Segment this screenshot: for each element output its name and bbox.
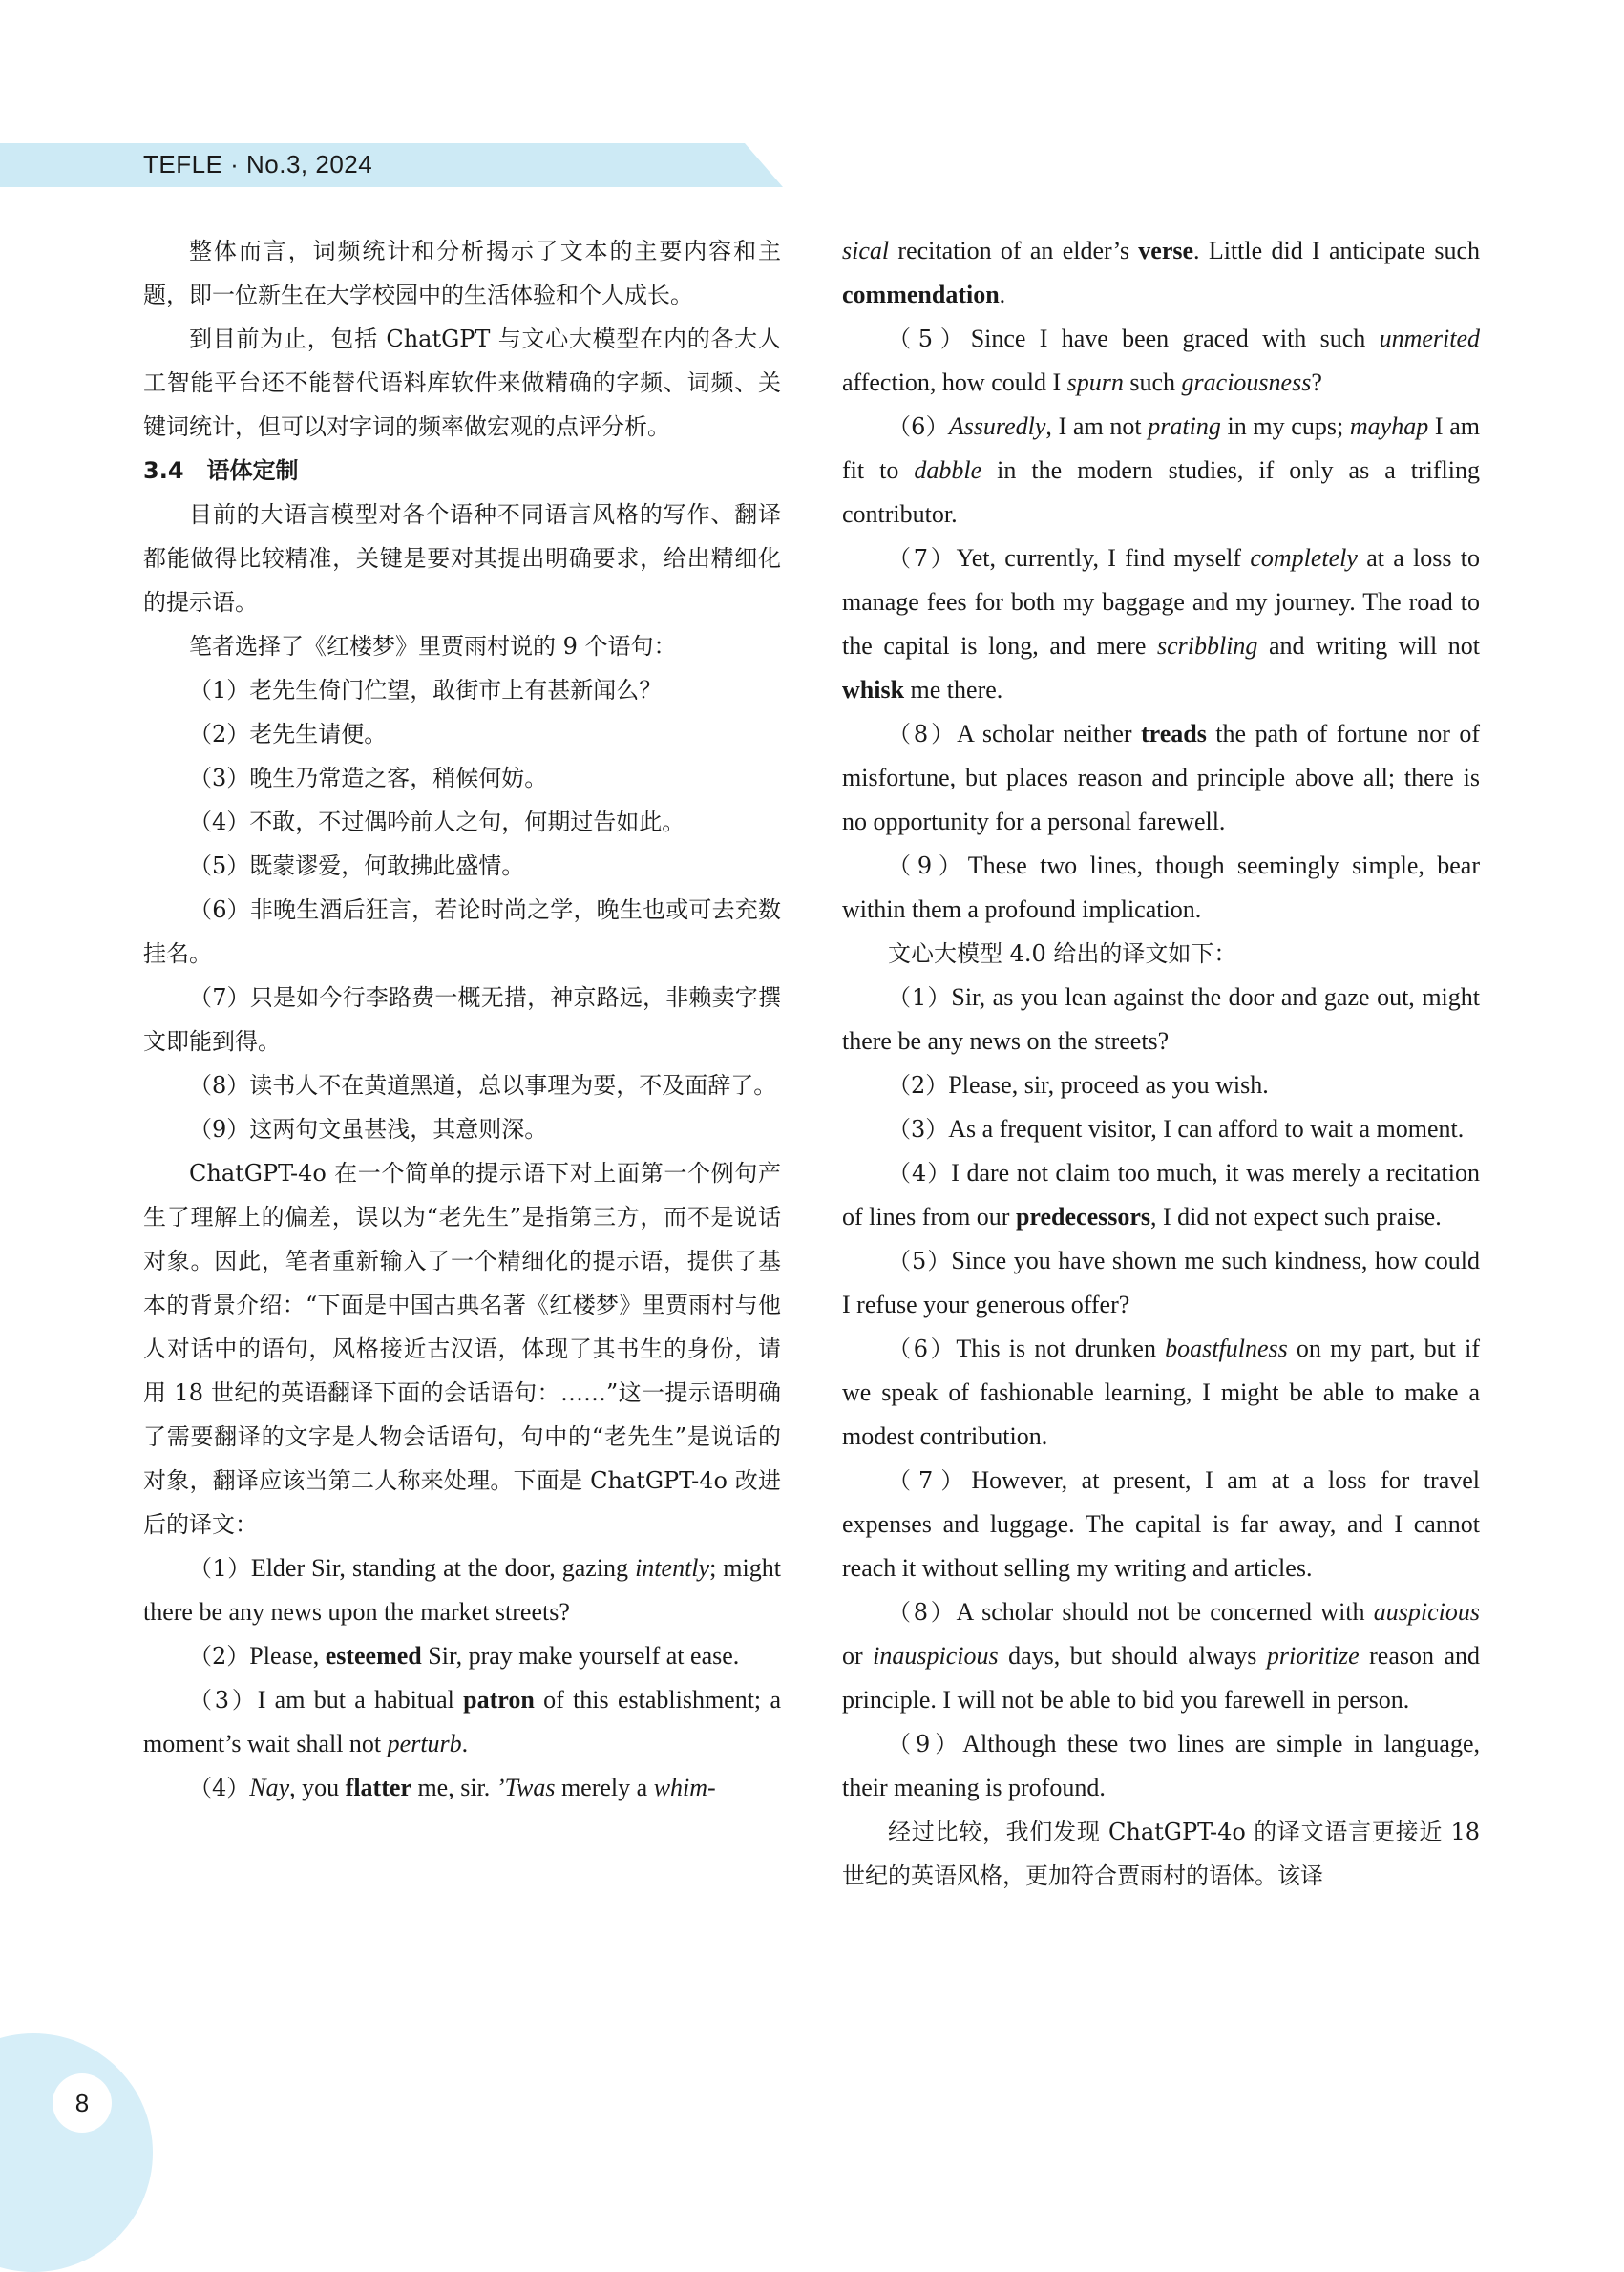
wenxin-translation: （2）Please, sir, proceed as you wish.: [888, 1071, 1269, 1099]
page-number: 8: [74, 2088, 90, 2117]
section-heading: 3.4 语体定制: [143, 457, 299, 484]
gpt-translation: （6）Assuredly, I am not prating in my cups; mayhap I am fit to dabble in the modern studies, if only as a trifling contributor.: [842, 412, 1480, 528]
gpt-translation: （1）Elder Sir, standing at the door, gazing intently; might there be any news upon the market streets?: [143, 1554, 781, 1626]
zh-sentence: （2）老先生请便。: [189, 721, 388, 747]
gpt-translation: （8）A scholar neither treads the path of fortune nor of misfortune, but places reason and principle above all; there is no opportunity for a personal farewell.: [842, 720, 1480, 835]
right-column: [842, 229, 1480, 1898]
paragraph: 文心大模型 4.0 给出的译文如下：: [888, 940, 1237, 967]
journal-header: TEFLE · No.3, 2024: [143, 150, 373, 179]
zh-sentence: （3）晚生乃常造之客，稍候何妨。: [189, 765, 548, 791]
wenxin-translation: （7）However, at present, I am at a loss for travel expenses and luggage. The capital is far away, and I cannot reach it without selling my writing and articles.: [842, 1466, 1480, 1582]
wenxin-translation: （6）This is not drunken boastfulness on my part, but if we speak of fashionable learning, I might be able to make a modest contribution.: [842, 1335, 1480, 1450]
left-column: [143, 229, 781, 1810]
paragraph: 整体而言，词频统计和分析揭示了文本的主要内容和主题，即一位新生在大学校园中的生活体验和个人成长。: [143, 238, 781, 308]
wenxin-translation: （9）Although these two lines are simple in language, their meaning is profound.: [842, 1730, 1480, 1801]
zh-sentence: （1）老先生倚门伫望，敢街市上有甚新闻么？: [189, 677, 663, 704]
zh-sentence: （7）只是如今行李路费一概无措，神京路远，非赖卖字撰文即能到得。: [143, 984, 781, 1055]
gpt-translation: （7）Yet, currently, I find myself completely at a loss to manage fees for both my baggage and my journey. The road to the capital is long, and mere scribbling and writing will not whisk me there.: [842, 544, 1480, 704]
zh-sentence: （4）不敢，不过偶吟前人之句，何期过告如此。: [189, 809, 685, 835]
wenxin-translation: （3）As a frequent visitor, I can afford to wait a moment.: [888, 1115, 1465, 1143]
paragraph: 目前的大语言模型对各个语种不同语言风格的写作、翻译都能做得比较精准，关键是要对其提出明确要求，给出精细化的提示语。: [143, 501, 781, 616]
gpt-translation: （4）Nay, you flatter me, sir. ’Twas merely a whim-: [189, 1774, 716, 1801]
gpt-translation: （9）These two lines, though seemingly simple, bear within them a profound implication.: [842, 852, 1480, 923]
zh-sentence: （5）既蒙谬爱，何敢拂此盛情。: [189, 852, 525, 879]
paragraph: ChatGPT-4o 在一个简单的提示语下对上面第一个例句产生了理解上的偏差，误以为“老先生”是指第三方，而不是说话对象。因此，笔者重新输入了一个精细化的提示语，提供了基本的背景介绍：“下面是中国古典名著《红楼梦》里贾雨村与他人对话中的语句，风格接近古汉语，体现了其书生的身份，请用 18 世纪的英语翻译下面的会话语句：……”这一提示语明确了需要翻译的文字是人物会话语句，句中的“老先生”是说话的对象，翻译应该当第二人称来处理。下面是 ChatGPT-4o 改进后的译文：: [143, 1160, 781, 1538]
wenxin-translation: （5）Since you have shown me such kindness, how could I refuse your generous offer?: [842, 1247, 1480, 1318]
gpt-translation: sical recitation of an elder’s verse. Little did I anticipate such commendation.: [842, 237, 1480, 308]
page-corner-decoration: [0, 2033, 153, 2272]
zh-sentence: （6）非晚生酒后狂言，若论时尚之学，晚生也或可去充数挂名。: [143, 896, 781, 967]
wenxin-translation: （4）I dare not claim too much, it was merely a recitation of lines from our predecessors, I did not expect such praise.: [842, 1159, 1480, 1231]
wenxin-translation: （8）A scholar should not be concerned with auspicious or inauspicious days, but should always prioritize reason and principle. I will not be able to bid you farewell in person.: [842, 1598, 1480, 1714]
page-number-badge: [53, 2073, 112, 2133]
paragraph: 到目前为止，包括 ChatGPT 与文心大模型在内的各大人工智能平台还不能替代语料库软件来做精确的字频、词频、关键词统计，但可以对字词的频率做宏观的点评分析。: [143, 326, 781, 440]
gpt-translation: （3）I am but a habitual patron of this establishment; a moment’s wait shall not perturb.: [143, 1686, 781, 1757]
zh-sentence: （9）这两句文虽甚浅，其意则深。: [189, 1116, 548, 1143]
gpt-translation: （2）Please, esteemed Sir, pray make yourself at ease.: [189, 1642, 740, 1670]
paragraph: 经过比较，我们发现 ChatGPT-4o 的译文语言更接近 18 世纪的英语风格，更加符合贾雨村的语体。该译: [842, 1819, 1480, 1889]
wenxin-translation: （1）Sir, as you lean against the door and gaze out, might there be any news on the streets?: [842, 983, 1480, 1055]
header-band: [0, 143, 783, 187]
paragraph: 笔者选择了《红楼梦》里贾雨村说的 9 个语句：: [189, 633, 677, 660]
gpt-translation: （5）Since I have been graced with such unmerited affection, how could I spurn such graciousness?: [842, 325, 1480, 396]
zh-sentence: （8）读书人不在黄道黑道，总以事理为要，不及面辞了。: [189, 1072, 777, 1099]
